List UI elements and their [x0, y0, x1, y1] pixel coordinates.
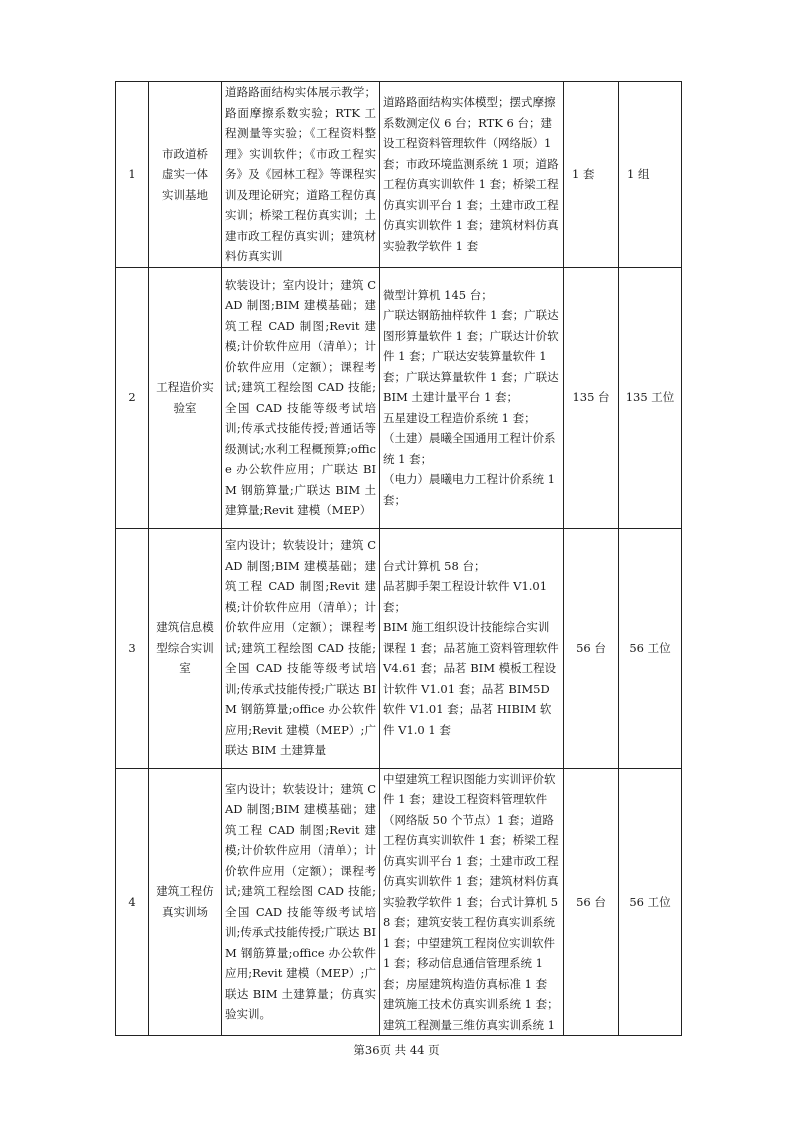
- equipment-list: 微型计算机 145 台； 广联达钢筋抽样软件 1 套；广联达图形算量软件 1 套；广联达计价软件 1 套；广联达安装算量软件 1 套；广联达算量软件 1 套；广联达 BIM 土建计量平台 1 套； 五星建设工程造价系统 1 套； （土建）晨曦全国通用工程计价系统 1 套； （电力）晨曦电力工程计价系统 1 套；: [380, 267, 564, 528]
- equipment-quantity: 56 台: [564, 768, 619, 1036]
- table-row: [116, 528, 682, 768]
- facility-name: 工程造价实 验室: [149, 267, 222, 528]
- table-row: [116, 267, 682, 528]
- row-number: 1: [116, 82, 149, 268]
- facility-name: 建筑工程仿 真实训场: [149, 768, 222, 1036]
- row-number: 3: [116, 528, 149, 768]
- page-number-footer: 第36页 共 44 页: [353, 1043, 440, 1057]
- table-row: [116, 768, 682, 1036]
- training-content: 道路路面结构实体展示教学；路面摩擦系数实验；RTK 工程测量等实验；《工程资料整理》实训软件；《市政工程实务》及《园林工程》等课程实训及理论研究；道路工程仿真实训；桥梁工程仿真实训；土建市政工程仿真实训；建筑材料仿真实训: [222, 82, 380, 268]
- equipment-quantity: 1 套: [564, 82, 619, 268]
- workstation-count: 56 工位: [619, 528, 682, 768]
- training-content: 室内设计；软装设计；建筑 CAD 制图;BIM 建模基础；建筑工程 CAD 制图;Revit 建模;计价软件应用（清单）；计价软件应用（定额）；课程考试;建筑工程绘图 CAD 技能;全国 CAD 技能等级考试培训;传承式技能传授;广联达 BIM 钢筋算量;office 办公软件应用;Revit 建模（MEP）;广联达 BIM 土建算量；仿真实验实训。: [222, 768, 380, 1036]
- training-content: 软装设计；室内设计；建筑 CAD 制图;BIM 建模基础；建筑工程 CAD 制图;Revit 建模;计价软件应用（清单）；计价软件应用（定额）；课程考试;建筑工程绘图 CAD 技能;全国 CAD 技能等级考试培训;传承式技能传授;普通话等级测试;水利工程概预算;office 办公软件应用；广联达 BIM 钢筋算量;广联达 BIM 土建算量;Revit 建模（MEP）: [222, 267, 380, 528]
- row-number: 4: [116, 768, 149, 1036]
- workstation-count: 1 组: [619, 82, 682, 268]
- row-number: 2: [116, 267, 149, 528]
- equipment-quantity: 135 台: [564, 267, 619, 528]
- facility-name: 市政道桥 虚实一体 实训基地: [149, 82, 222, 268]
- table-row: [116, 82, 682, 268]
- equipment-list: 中望建筑工程识图能力实训评价软件 1 套；建设工程资料管理软件（网络版 50 个节点）1 套；道路工程仿真实训软件 1 套；桥梁工程仿真实训平台 1 套；土建市政工程仿真实训软件 1 套；建筑材料仿真实验教学软件 1 套；台式计算机 58 套；建筑安装工程仿真实训系统 1 套；中望建筑工程岗位实训软件 1 套；移动信息通信管理系统 1 套；房屋建筑构造仿真标准 1 套 建筑施工技术仿真实训系统 1 套； 建筑工程测量三维仿真实训系统 1: [380, 768, 564, 1036]
- equipment-list: 台式计算机 58 台； 品茗脚手架工程设计软件 V1.01 套； BIM 施工组织设计技能综合实训课程 1 套；品茗施工资料管理软件 V4.61 套；品茗 BIM 模板工程设计软件 V1.01 套；品茗 BIM5D 软件 V1.01 套；品茗 HIBIM 软件 V1.0 1 套: [380, 528, 564, 768]
- workstation-count: 56 工位: [619, 768, 682, 1036]
- equipment-quantity: 56 台: [564, 528, 619, 768]
- training-content: 室内设计；软装设计；建筑 CAD 制图;BIM 建模基础；建筑工程 CAD 制图;Revit 建模;计价软件应用（清单）；计价软件应用（定额）；课程考试;建筑工程绘图 CAD 技能;全国 CAD 技能等级考试培训;传承式技能传授;广联达 BIM 钢筋算量;office 办公软件应用;Revit 建模（MEP）;广联达 BIM 土建算量: [222, 528, 380, 768]
- facilities-table: [115, 81, 682, 1036]
- facility-name: 建筑信息模 型综合实训 室: [149, 528, 222, 768]
- equipment-list: 道路路面结构实体模型；摆式摩擦系数测定仪 6 台；RTK 6 台；建设工程资料管理软件（网络版）1 套；市政环境监测系统 1 项；道路工程仿真实训软件 1 套；桥梁工程仿真实训平台 1 套；土建市政工程仿真实训软件 1 套；建筑材料仿真实验教学软件 1 套: [380, 82, 564, 268]
- workstation-count: 135 工位: [619, 267, 682, 528]
